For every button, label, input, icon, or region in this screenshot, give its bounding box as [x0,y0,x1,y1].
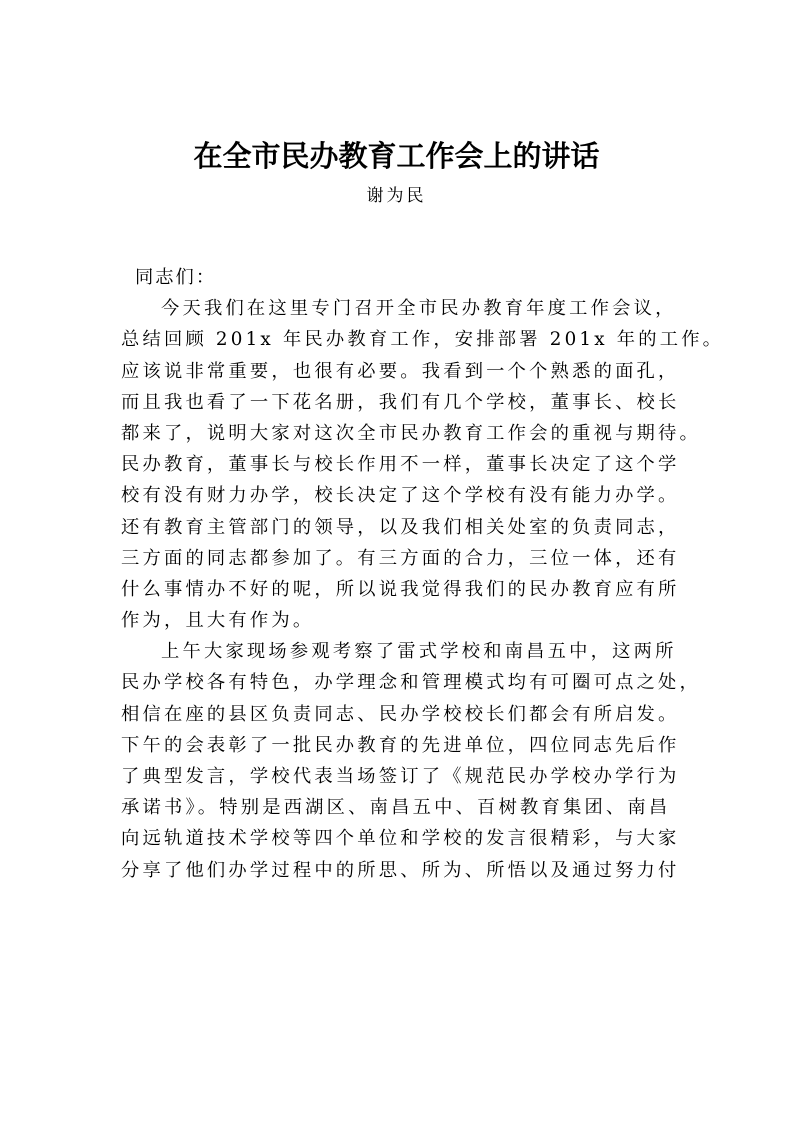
paragraph-line: 下午的会表彰了一批民办教育的先进单位，四位同志先后作 [121,734,680,756]
paragraph-line: 相信在座的县区负责同志、民办学校校长们都会有所启发。 [121,703,680,725]
paragraph-line: 什么事情办不好的呢，所以说我觉得我们的民办教育应有所 [121,578,680,600]
paragraph-line: 分享了他们办学过程中的所思、所为、所悟以及通过努力付 [121,859,680,881]
paragraph-line: 都来了，说明大家对这次全市民办教育工作会的重视与期待。 [121,422,701,444]
document-author: 谢为民 [366,186,427,206]
paragraph-line: 三方面的同志都参加了。有三方面的合力，三位一体，还有 [121,547,680,569]
paragraph-line: 作为，且大有作为。 [121,610,315,632]
paragraph-line: 上午大家现场参观考察了雷式学校和南昌五中，这两所 [161,641,677,663]
paragraph-line: 了典型发言，学校代表当场签订了《规范民办学校办学行为 [121,766,680,787]
paragraph-line: 民办教育，董事长与校长作用不一样，董事长决定了这个学 [121,454,680,476]
paragraph-line: 总结回顾 201x 年民办教育工作，安排部署 201x 年的工作。 [121,329,725,351]
salutation: 同志们： [135,267,217,288]
document-title: 在全市民办教育工作会上的讲话 [193,139,600,173]
paragraph-line: 承诺书》。特别是西湖区、南昌五中、百树教育集团、南昌 [121,797,671,819]
paragraph-line: 应该说非常重要，也很有必要。我看到一个个熟悉的面孔， [121,360,680,382]
document-body [121,262,725,886]
paragraph-line: 今天我们在这里专门召开全市民办教育年度工作会议， [161,298,677,320]
paragraph-line: 向远轨道技术学校等四个单位和学校的发言很精彩，与大家 [121,828,680,850]
paragraph-line: 校有没有财力办学，校长决定了这个学校有没有能力办学。 [121,485,680,507]
paragraph-line: 而且我也看了一下花名册，我们有几个学校，董事长、校长 [121,391,680,413]
paragraph-line: 民办学校各有特色，办学理念和管理模式均有可圈可点之处， [121,672,701,694]
paragraph-line: 还有教育主管部门的领导，以及我们相关处室的负责同志， [121,516,680,538]
